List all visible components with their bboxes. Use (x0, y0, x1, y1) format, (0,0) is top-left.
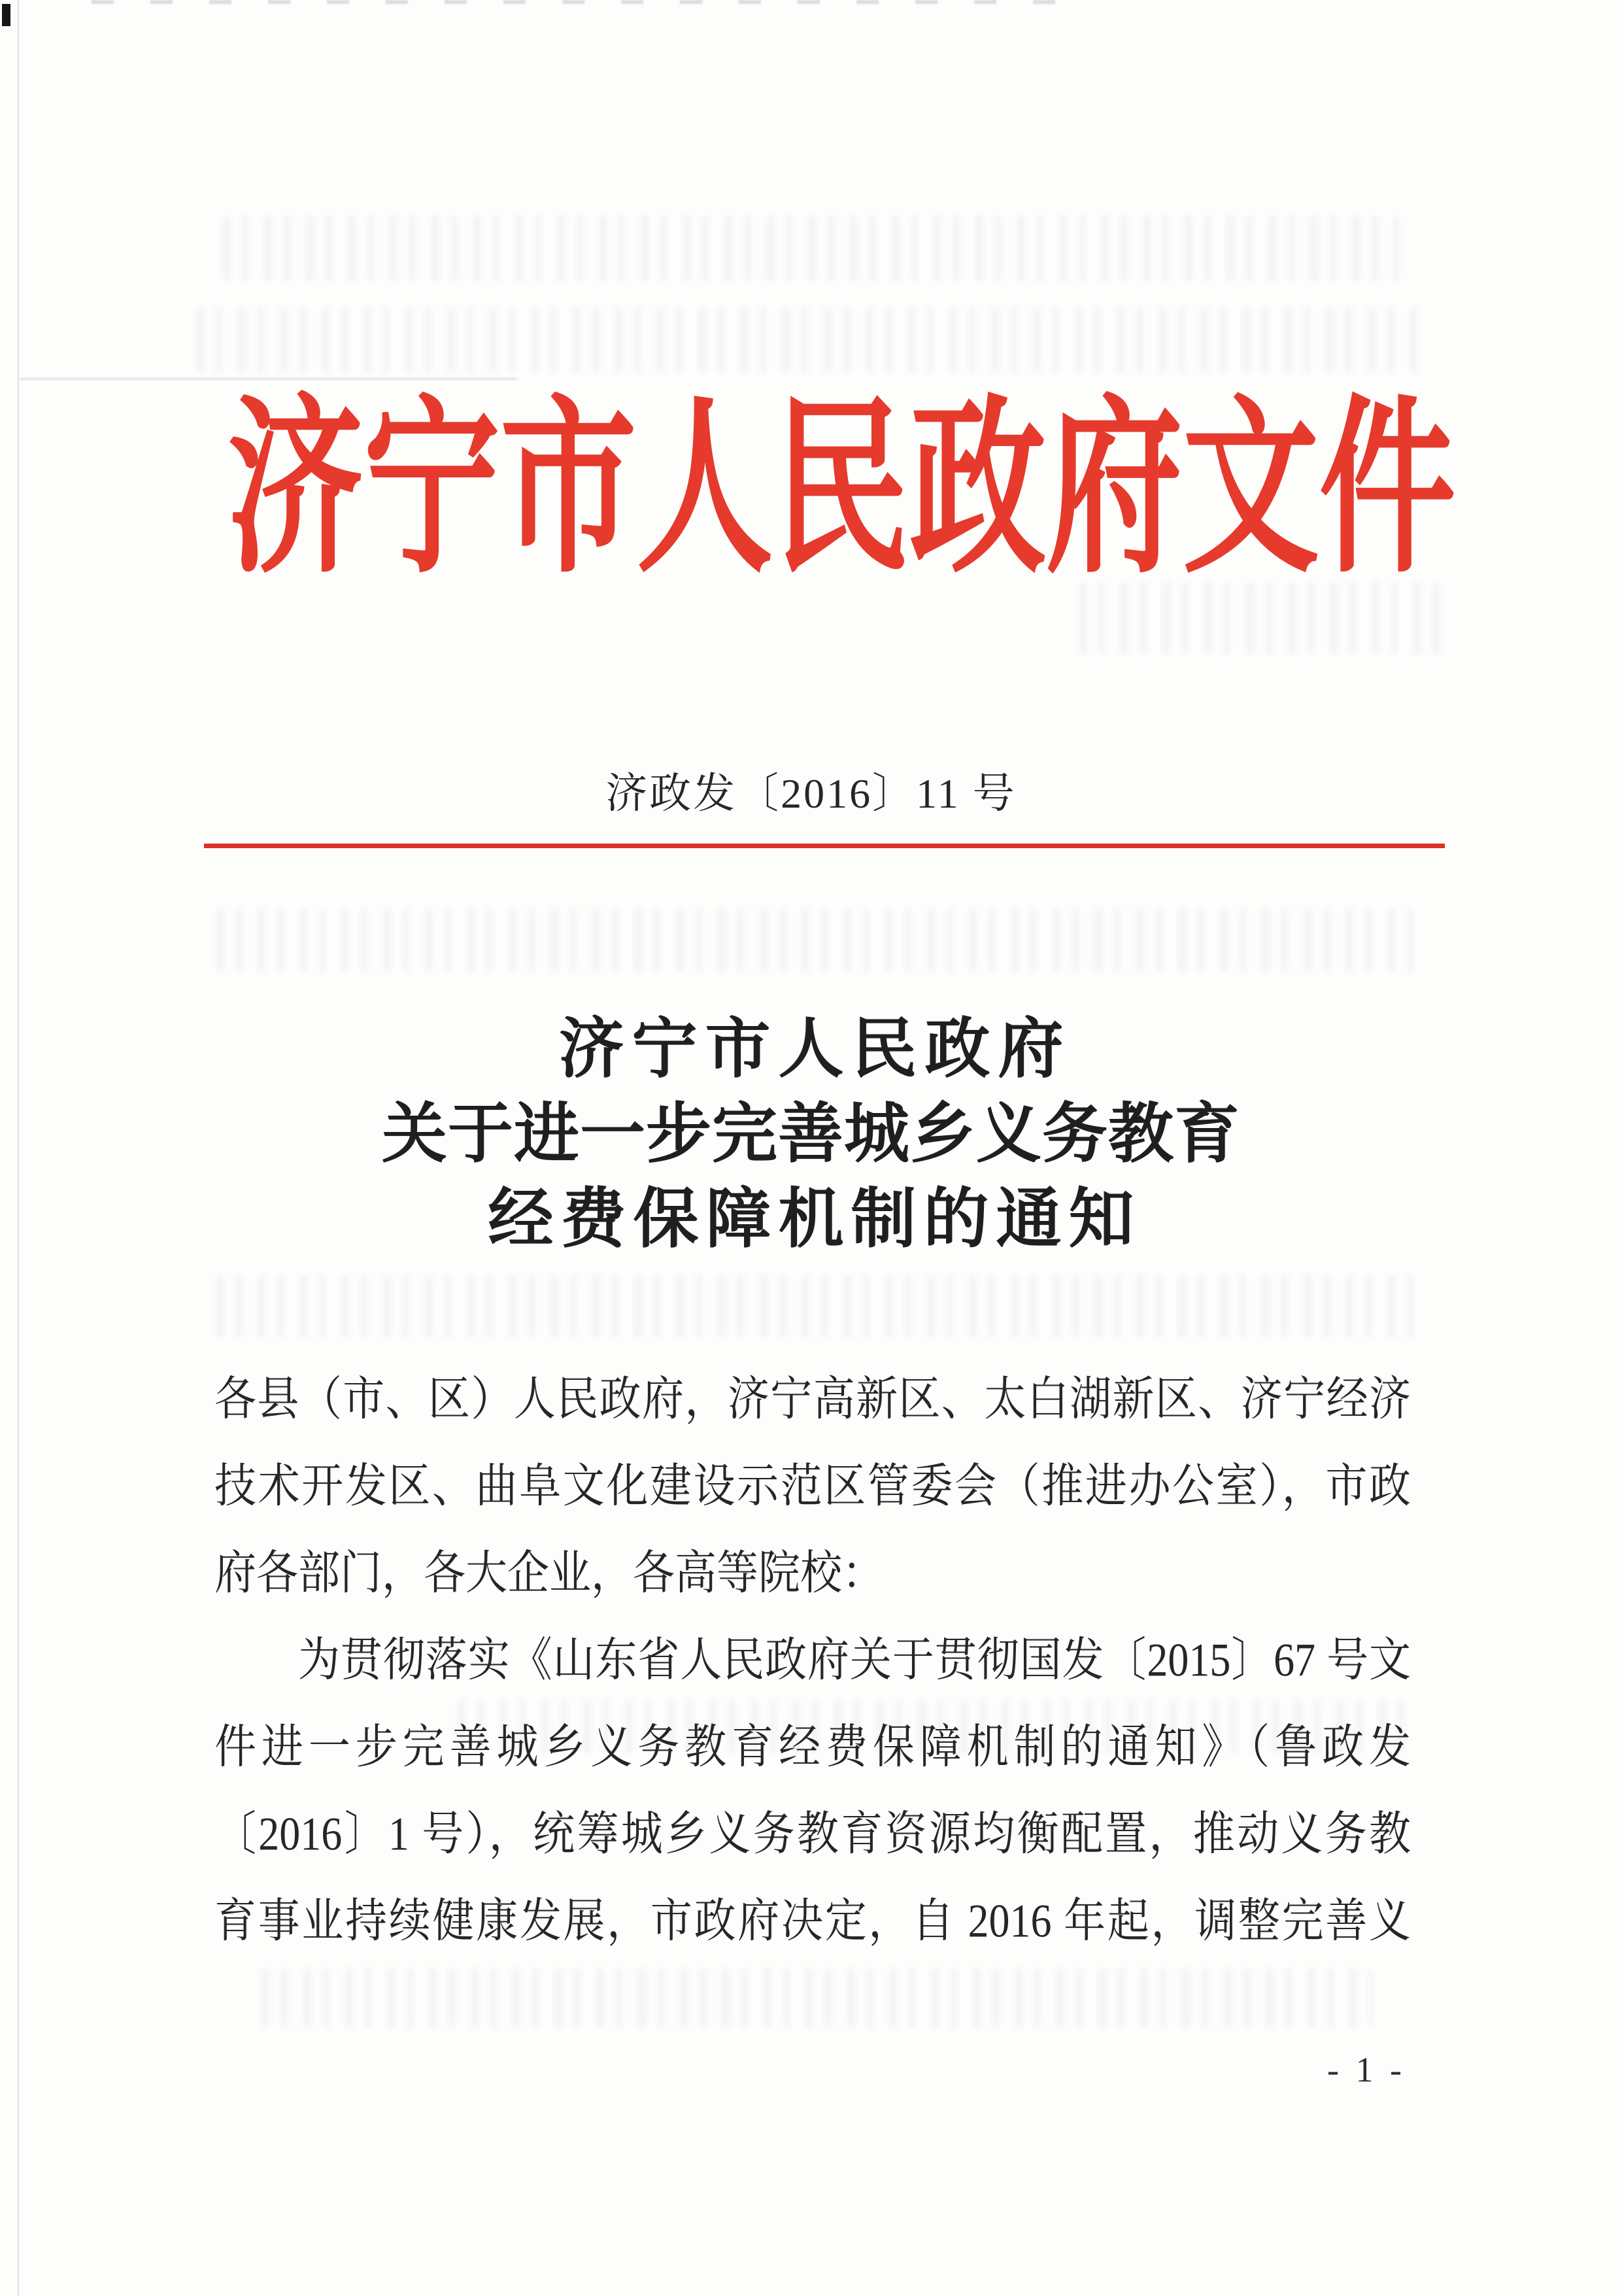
document-number: 济政发〔2016〕11 号 (605, 770, 1017, 817)
scan-side-streak (20, 378, 516, 380)
recipients-line-1: 各县（市、区）人民政府，济宁高新区、太白湖新区、济宁经济 (214, 1373, 1411, 1426)
paragraph-line-3: 〔2016〕1 号），统筹城乡义务教育资源均衡配置，推动义务教 (214, 1808, 1411, 1860)
red-divider-line (204, 844, 1445, 848)
paragraph-line-2: 件进一步完善城乡义务教育经费保障机制的通知》（鲁政发 (214, 1721, 1411, 1773)
recipients-line-2: 技术开发区、曲阜文化建设示范区管委会（推进办公室），市政 (214, 1460, 1411, 1513)
bleedthrough-artifact (216, 909, 1419, 971)
document-title (0, 1007, 1622, 1262)
recipients-line-3: 府各部门，各大企业，各高等院校： (214, 1547, 884, 1600)
paragraph-line-1: 为贯彻落实《山东省人民政府关于贯彻国发〔2015〕67 号文 (298, 1634, 1411, 1687)
bleedthrough-artifact (216, 1275, 1419, 1337)
agency-masthead-title: 济宁市人民政府文件 (227, 385, 1456, 595)
scan-corner-artifact (2, 4, 10, 26)
title-line-1: 济宁市人民政府 (558, 1013, 1072, 1086)
paragraph-line-4: 育事业持续健康发展，市政府决定，自 2016 年起，调整完善义 (214, 1894, 1411, 1947)
body-paragraph (214, 1617, 1411, 1964)
bleedthrough-artifact (196, 307, 1425, 373)
page-number: - 1 - (1327, 2050, 1406, 2089)
title-line-2: 关于进一步完善城乡义务教育 (382, 1098, 1240, 1171)
bleedthrough-artifact (222, 216, 1399, 281)
scan-top-streak (92, 0, 1072, 4)
title-line-3: 经费保障机制的通知 (488, 1183, 1141, 1256)
bleedthrough-artifact (262, 1968, 1373, 2027)
recipients-paragraph (214, 1356, 1411, 1617)
